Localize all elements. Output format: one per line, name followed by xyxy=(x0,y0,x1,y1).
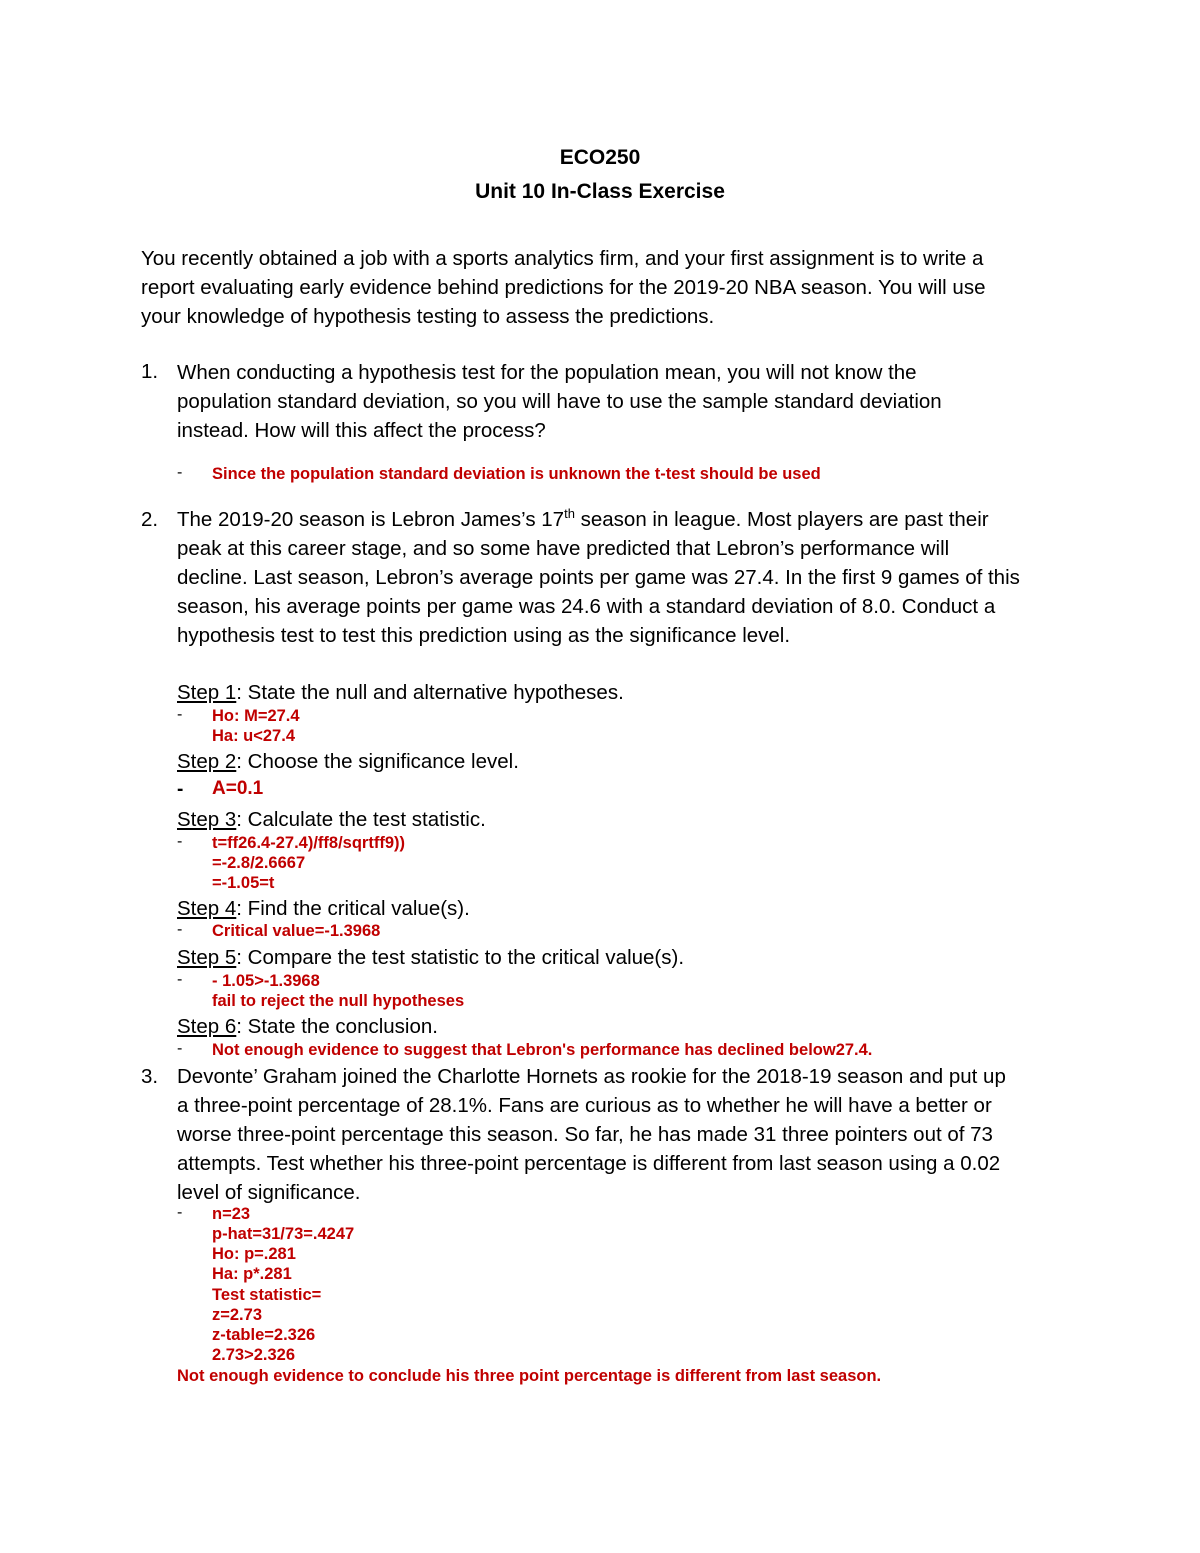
answer-text: z-table=2.326 xyxy=(212,1326,316,1344)
answer-text: n=23 xyxy=(212,1205,251,1223)
bullet-dash: - xyxy=(177,706,183,723)
answer-text: Not enough evidence to suggest that Lebron's performance has declined below27.4. xyxy=(212,1041,873,1059)
question-text: a three-point percentage of 28.1%. Fans are curious as to whether he will have a better or xyxy=(177,1094,992,1117)
step-heading: Step 1: State the null and alternative hypotheses. xyxy=(177,681,624,704)
answer-text: Ha: p*.281 xyxy=(212,1265,292,1283)
answer-text: - 1.05>-1.3968 xyxy=(212,972,320,990)
intro-line: your knowledge of hypothesis testing to assess the predictions. xyxy=(141,305,715,328)
question-text: instead. How will this affect the process? xyxy=(177,419,546,442)
answer-text: Ha: u<27.4 xyxy=(212,727,295,745)
bullet-dash: - xyxy=(177,464,183,481)
course-code: ECO250 xyxy=(559,146,641,169)
bullet-dash: - xyxy=(177,971,183,988)
answer-text: t=ff26.4-27.4)/ff8/sqrtff9)) xyxy=(212,834,405,852)
question-text: When conducting a hypothesis test for the population mean, you will not know the xyxy=(177,361,917,384)
question-text: season, his average points per game was 24.6 with a standard deviation of 8.0. Conduct a xyxy=(177,595,996,618)
step-heading: Step 3: Calculate the test statistic. xyxy=(177,808,486,831)
bullet-dash: - xyxy=(177,779,184,800)
bullet-dash: - xyxy=(177,1204,183,1221)
question-number: 3. xyxy=(141,1065,159,1088)
step-heading: Step 2: Choose the significance level. xyxy=(177,750,519,773)
question-text: The 2019-20 season is Lebron James’s 17th season in league. Most players are past their xyxy=(177,506,989,531)
intro-line: You recently obtained a job with a sports analytics firm, and your first assignment is to write a xyxy=(141,247,984,270)
bullet-dash: - xyxy=(177,921,183,938)
bullet-dash: - xyxy=(177,833,183,850)
question-text: decline. Last season, Lebron’s average points per game was 27.4. In the first 9 games of this xyxy=(177,566,1020,589)
document-title: Unit 10 In-Class Exercise xyxy=(475,180,725,203)
step-heading: Step 4: Find the critical value(s). xyxy=(177,897,470,920)
question-number: 2. xyxy=(141,508,159,531)
answer-text: Since the population standard deviation is unknown the t-test should be used xyxy=(212,465,821,483)
answer-text: Ho: p=.281 xyxy=(212,1245,296,1263)
answer-text: A=0.1 xyxy=(212,778,264,799)
question-text: level of significance. xyxy=(177,1181,361,1204)
question-text: hypothesis test to test this prediction using as the significance level. xyxy=(177,624,791,647)
question-text: peak at this career stage, and so some have predicted that Lebron’s performance will xyxy=(177,537,950,560)
answer-text: fail to reject the null hypotheses xyxy=(212,992,465,1010)
question-text: attempts. Test whether his three-point percentage is different from last season using a 0.02 xyxy=(177,1152,1001,1175)
step-heading: Step 5: Compare the test statistic to the critical value(s). xyxy=(177,946,685,969)
answer-text: Ho: M=27.4 xyxy=(212,707,300,725)
question-text: Devonte’ Graham joined the Charlotte Hornets as rookie for the 2018-19 season and put up xyxy=(177,1065,1006,1088)
answer-text: Test statistic= xyxy=(212,1286,322,1304)
question-number: 1. xyxy=(141,360,159,383)
step-heading: Step 6: State the conclusion. xyxy=(177,1015,438,1038)
answer-text: =-1.05=t xyxy=(212,874,275,892)
answer-text: =-2.8/2.6667 xyxy=(212,854,306,872)
conclusion-text: Not enough evidence to conclude his three point percentage is different from last season. xyxy=(177,1367,882,1385)
question-text: population standard deviation, so you will have to use the sample standard deviation xyxy=(177,390,942,413)
intro-line: report evaluating early evidence behind predictions for the 2019-20 NBA season. You will use xyxy=(141,276,986,299)
answer-text: 2.73>2.326 xyxy=(212,1346,296,1364)
answer-text: Critical value=-1.3968 xyxy=(212,922,381,940)
answer-text: z=2.73 xyxy=(212,1306,262,1324)
question-text: worse three-point percentage this season. So far, he has made 31 three pointers out of 73 xyxy=(177,1123,993,1146)
answer-text: p-hat=31/73=.4247 xyxy=(212,1225,355,1243)
bullet-dash: - xyxy=(177,1040,183,1057)
